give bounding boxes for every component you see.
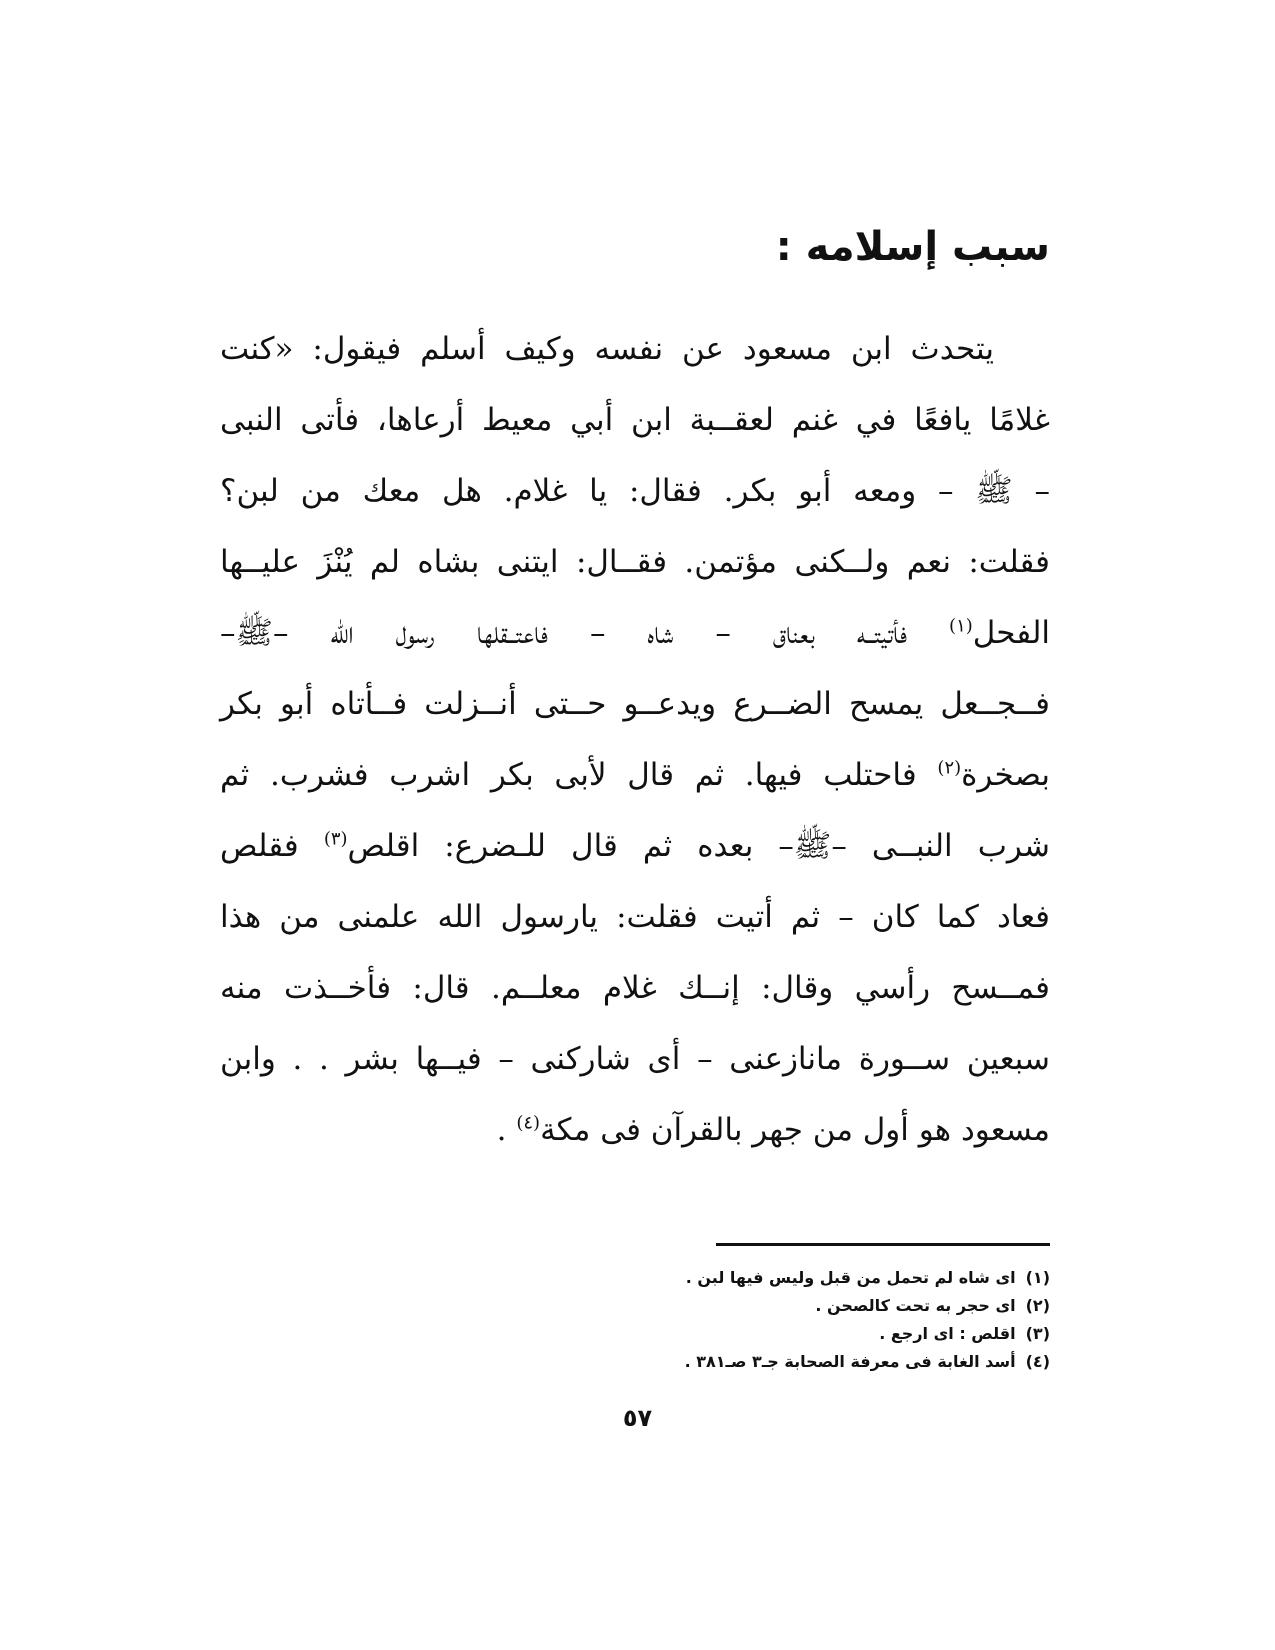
body-line-start: شرب النبــى –ﷺ– بعده ثم قال للـضرع: اقلص [347,828,1050,864]
body-line: فــجــعل يمسح الضــرع ويدعــو حــتى أنــزلت فــأتاه أبو بكر [220,686,1050,722]
footnote-text: اى شاه لم تحمل من قبل وليس فيها لبن . [685,1268,1016,1287]
body-line: – ﷺ – ومعه أبو بكر. فقال: يا غلام. هل معك من لبن؟ [220,473,1050,509]
body-line: يتحدث ابن مسعود عن نفسه وكيف أسلم فيقول: «كنت [220,331,994,367]
footnote-item [685,1348,1050,1376]
body-line-rest: . [496,1112,507,1148]
footnote-text: أسد الغابة فى معرفة الصحابة جـ٣ صـ٣٨١ . [684,1352,1016,1371]
body-line [220,740,1050,811]
body-line: فعاد كما كان – ثم أتيت فقلت: يارسول الله علمنى من هذا [220,899,1050,935]
body-line [220,1095,1050,1166]
footnote-divider [716,1243,1050,1246]
footnote-number: (١) [1025,1268,1050,1287]
body-line-start: بصخرة [961,757,1051,793]
body-line: سبعين ســورة مانازعنى – أى شاركنى – فيــها بشر . . وابن [220,1041,1050,1077]
body-line: فمــسح رأسي وقال: إنــك غلام معلــم. قال: فأخــذت منه [220,970,1050,1006]
footnote-text: اقلص : اى ارجع . [879,1324,1016,1343]
body-paragraph [220,314,1050,1166]
footnote-number: (٣) [1025,1324,1050,1343]
section-heading: سبب إسلامه : [775,224,1050,270]
footnote-marker: (١) [949,615,973,637]
footnote-marker: (٢) [937,757,962,779]
body-line: غلامًا يافعًا في غنم لعقــبة ابن أبي معيط أرعاها، فأتى النبى [220,402,1050,438]
body-line-rest: فاحتلب فيها. ثم قال لأبى بكر اشرب فشرب. ثم [220,757,917,793]
body-line-start: مسعود هو أول من جهر بالقرآن فى مكة [540,1112,1050,1148]
footnotes [685,1264,1050,1376]
footnote-number: (٤) [1025,1352,1050,1371]
footnote-number: (٢) [1025,1296,1050,1315]
footnote-marker: (٤) [516,1112,541,1134]
footnote-item [685,1320,1050,1348]
footnote-item [685,1292,1050,1320]
page-number: ٥٧ [622,1404,653,1432]
body-line-rest: فقلص [220,828,299,864]
footnote-text: اى حجر به تحت كالصحن . [815,1296,1016,1315]
footnote-item [685,1264,1050,1292]
body-line-rest: فأتيتــه بعناق – شاه – فاعتــقلها رسول الله –ﷺ– [220,615,908,651]
body-line [220,598,1050,669]
body-line-start: الفحل [972,615,1051,651]
footnote-marker: (٣) [323,828,348,850]
body-line: فقلت: نعم ولــكنى مؤتمن. فقــال: ايتنى بشاه لم يُنْزَ عليــها [220,544,1050,580]
body-line [220,811,1050,882]
